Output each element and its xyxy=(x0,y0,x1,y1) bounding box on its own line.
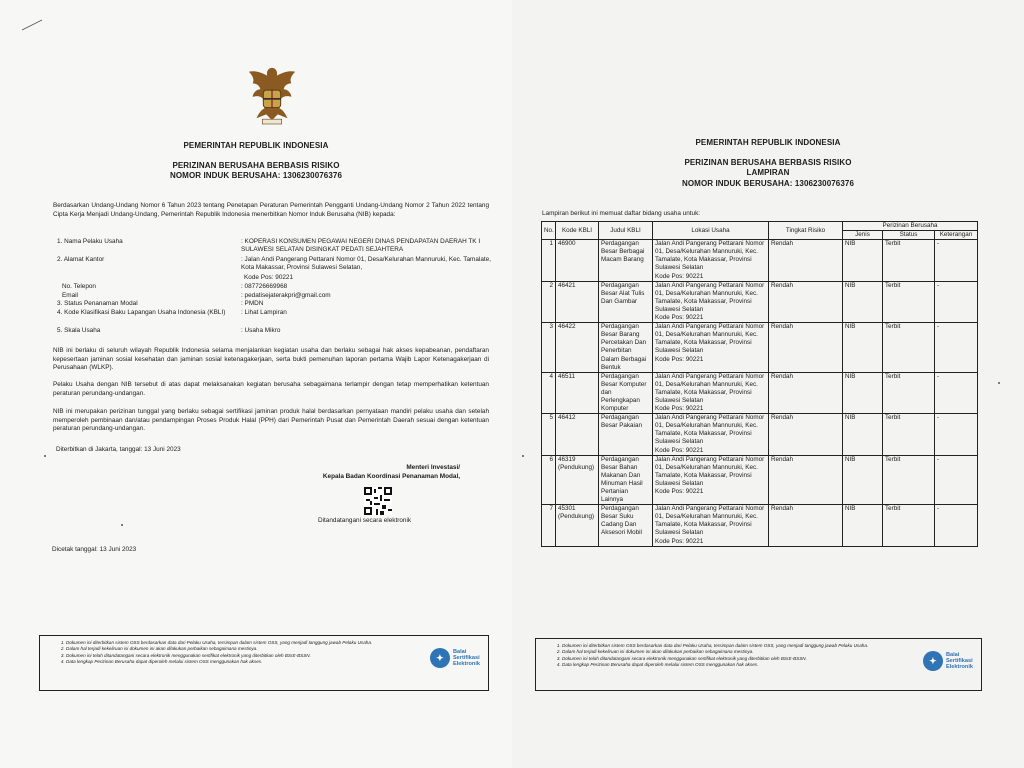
cell-no: 2 xyxy=(542,281,556,322)
scan-speck xyxy=(121,524,123,526)
garuda-emblem-icon xyxy=(243,64,301,126)
cell-kode: 46900 xyxy=(556,240,599,281)
cell-lokasi xyxy=(653,323,769,373)
bsre-icon: ✦ xyxy=(923,651,943,671)
cell-jenis: NIB xyxy=(843,323,883,373)
cell-judul: Perdagangan Besar Berbagai Macam Barang xyxy=(599,240,653,281)
cell-risiko: Rendah xyxy=(769,240,843,281)
cell-judul: Perdagangan Besar Bahan Makanan Dan Minuman Hasil Pertanian Lainnya xyxy=(599,455,653,505)
field-label: 2. Alamat Kantor xyxy=(57,256,105,263)
field-label: 1. Nama Pelaku Usaha xyxy=(57,238,123,245)
field-label: 4. Kode Klasifikasi Baku Lapangan Usaha Indonesia (KBLI) xyxy=(57,309,226,316)
signer-title-2: Kepala Badan Koordinasi Penanaman Modal, xyxy=(322,473,460,480)
bsre-logo xyxy=(923,651,973,671)
table-row xyxy=(542,505,978,546)
halal-paragraph: NIB ini merupakan perizinan tunggal yang berlaku sebagai sertifikasi jaminan produk halal berdasarkan pernyataan mandiri pelaku usaha dan setelah memperoleh pembinaan dan/atau pendampingan Proses Produk Halal (PPH) dari Pemerintah Pusat dan Pemerintah Daerah sesuai dengan ketentuan peraturan perundang-undangan. xyxy=(53,408,489,433)
postal-code: Kode Pos: 90221 xyxy=(655,537,704,545)
cell-judul: Perdagangan Besar Suku Cadang Dan Aksesori Mobil xyxy=(599,505,653,546)
cell-jenis: NIB xyxy=(843,505,883,546)
table-row xyxy=(542,372,978,413)
cell-status: Terbit xyxy=(883,323,935,373)
footer-note: 4. Data lengkap Perizinan Berusaha dapat diperoleh melalui sistem OSS menggunakan hak akses. xyxy=(562,662,892,668)
col-header-lokasi: Lokasi Usaha xyxy=(653,222,769,240)
table-row xyxy=(542,281,978,322)
kbli-table xyxy=(541,221,978,547)
cell-risiko: Rendah xyxy=(769,323,843,373)
cell-judul: Perdagangan Besar Alat Tulis Dan Gambar xyxy=(599,281,653,322)
cell-status: Terbit xyxy=(883,505,935,546)
field-value: : PMDN xyxy=(241,300,264,307)
bsre-icon: ✦ xyxy=(430,648,450,668)
postal-code: Kode Pos: 90221 xyxy=(655,405,704,413)
cell-jenis: NIB xyxy=(843,414,883,455)
footer-note: 4. Data lengkap Perizinan Berusaha dapat diperoleh melalui sistem OSS menggunakan hak akses. xyxy=(66,659,396,665)
cell-lokasi xyxy=(653,505,769,546)
bsre-logo xyxy=(430,648,480,668)
address-text: Jalan Andi Pangerang Pettarani Nomor 01, Desa/Kelurahan Mannuruki, Kec. Tamalate, Kota Makassar, Provinsi Sulawesi Selatan xyxy=(655,414,765,446)
cell-lokasi xyxy=(653,281,769,322)
col-header-perizinan: Perizinan Berusaha xyxy=(843,222,978,231)
footer-note: 2. Dalam hal terjadi kekeliruan isi dokumen ini akan dilakukan perbaikan sebagaimana mestinya. xyxy=(66,646,396,652)
col-header-keterangan: Keterangan xyxy=(935,231,978,240)
address-text: Jalan Andi Pangerang Pettarani Nomor 01, Desa/Kelurahan Mannuruki, Kec. Tamalate, Kota Makassar, Provinsi Sulawesi Selatan xyxy=(655,372,765,404)
cell-jenis: NIB xyxy=(843,372,883,413)
document-title: PERIZINAN BERUSAHA BERBASIS RISIKO xyxy=(684,158,852,167)
postal-code: Kode Pos: 90221 xyxy=(655,355,704,363)
cell-status: Terbit xyxy=(883,281,935,322)
cell-keterangan: - xyxy=(935,455,978,505)
field-value: : Lihat Lampiran xyxy=(241,309,287,316)
cell-keterangan: - xyxy=(935,281,978,322)
cell-lokasi xyxy=(653,240,769,281)
table-row xyxy=(542,414,978,455)
scan-speck xyxy=(998,382,1000,384)
cell-no: 7 xyxy=(542,505,556,546)
footer-note: 2. Dalam hal terjadi kekeliruan isi dokumen ini akan dilakukan perbaikan sebagaimana mestinya. xyxy=(562,649,892,655)
cell-risiko: Rendah xyxy=(769,505,843,546)
intro-paragraph: Berdasarkan Undang-Undang Nomor 6 Tahun 2023 tentang Penetapan Peraturan Pemerintah Pengganti Undang-Undang Nomor 2 Tahun 2022 tentang Cipta Kerja Menjadi Undang-Undang, Pemerintah Republik Indonesia menerbitkan Nomor Induk Berusaha (NIB) kepada: xyxy=(53,202,489,218)
table-row xyxy=(542,240,978,281)
attachment-lead: Lampiran berikut ini memuat daftar bidang usaha untuk: xyxy=(542,210,701,217)
footer-note: 1. Dokumen ini diterbitkan sistem OSS berdasarkan data dari Pelaku Usaha, tersimpan dalam sistem OSS, yang menjadi tanggung jawab Pelaku Usaha. xyxy=(66,640,396,646)
field-value: : 087726669968 xyxy=(241,283,288,290)
cell-status: Terbit xyxy=(883,372,935,413)
footer-note: 3. Dokumen ini telah ditandatangani secara elektronik menggunakan sertifikat elektronik yang diterbitkan oleh BSrE-BSSN. xyxy=(562,656,892,662)
scan-speck xyxy=(522,455,524,457)
cell-risiko: Rendah xyxy=(769,455,843,505)
cell-keterangan: - xyxy=(935,372,978,413)
col-header-jenis: Jenis xyxy=(843,231,883,240)
address-text: Jalan Andi Pangerang Pettarani Nomor 01, Desa/Kelurahan Mannuruki, Kec. Tamalate, Kota Makassar, Provinsi Sulawesi Selatan xyxy=(655,455,765,487)
cell-jenis: NIB xyxy=(843,281,883,322)
cell-kode: 46421 xyxy=(556,281,599,322)
table-row xyxy=(542,323,978,373)
field-label: No. Telepon xyxy=(62,283,96,290)
signer-title-1: Menteri Investasi/ xyxy=(406,464,460,471)
field-value: : Jalan Andi Pangerang Pettarani Nomor 01, Desa/Kelurahan Mannuruki, Kec. Tamalate, Kota Makassar, Provinsi Sulawesi Selatan, xyxy=(241,256,491,272)
scan-speck xyxy=(44,455,46,457)
qr-code-icon xyxy=(364,487,392,515)
col-header-no: No. xyxy=(542,222,556,240)
cell-lokasi xyxy=(653,372,769,413)
cell-no: 1 xyxy=(542,240,556,281)
footer-notes xyxy=(535,638,982,691)
field-label: 5. Skala Usaha xyxy=(57,327,101,334)
cell-kode: 46319 (Pendukung) xyxy=(556,455,599,505)
col-header-kode: Kode KBLI xyxy=(556,222,599,240)
validity-paragraph: NIB ini berlaku di seluruh wilayah Republik Indonesia selama menjalankan kegiatan usaha dan berlaku sebagai hak akses kepabeanan, pendaftaran kepesertaan jaminan sosial kesehatan dan jaminan sosial ketenagakerjaan, serta bukti pemenuhan laporan pertama Wajib Lapor Ketenagakerjaan di Perusahaan (WLKP). xyxy=(53,347,489,372)
footer-note: 3. Dokumen ini telah ditandatangani secara elektronik menggunakan sertifikat elektronik yang diterbitkan oleh BSrE-BSSN. xyxy=(66,653,396,659)
pen-mark-icon xyxy=(20,18,44,32)
cell-kode: 46511 xyxy=(556,372,599,413)
cell-keterangan: - xyxy=(935,323,978,373)
cell-no: 5 xyxy=(542,414,556,455)
table-row xyxy=(542,455,978,505)
cell-no: 3 xyxy=(542,323,556,373)
cell-kode: 46412 xyxy=(556,414,599,455)
attachment-label: LAMPIRAN xyxy=(746,168,790,177)
cell-jenis: NIB xyxy=(843,240,883,281)
cell-status: Terbit xyxy=(883,455,935,505)
cell-no: 4 xyxy=(542,372,556,413)
col-header-judul: Judul KBLI xyxy=(599,222,653,240)
footer-notes xyxy=(39,635,489,691)
address-text: Jalan Andi Pangerang Pettarani Nomor 01, Desa/Kelurahan Mannuruki, Kec. Tamalate, Kota Makassar, Provinsi Sulawesi Selatan xyxy=(655,240,765,272)
cell-keterangan: - xyxy=(935,240,978,281)
cell-jenis: NIB xyxy=(843,455,883,505)
postal-code: Kode Pos: 90221 xyxy=(655,314,704,322)
cell-no: 6 xyxy=(542,455,556,505)
cell-risiko: Rendah xyxy=(769,281,843,322)
cell-judul: Perdagangan Besar Komputer dan Perlengkapan Komputer xyxy=(599,372,653,413)
cell-status: Terbit xyxy=(883,414,935,455)
government-heading: PEMERINTAH REPUBLIK INDONESIA xyxy=(183,141,329,150)
cell-lokasi xyxy=(653,414,769,455)
cell-risiko: Rendah xyxy=(769,414,843,455)
cell-kode: 46422 xyxy=(556,323,599,373)
kbli-table-body xyxy=(542,240,978,546)
cell-status: Terbit xyxy=(883,240,935,281)
field-value: : Usaha Mikro xyxy=(241,327,281,334)
document-title: PERIZINAN BERUSAHA BERBASIS RISIKO xyxy=(172,161,340,170)
footer-note: 1. Dokumen ini diterbitkan sistem OSS berdasarkan data dari Pelaku Usaha, tersimpan dalam sistem OSS, yang menjadi tanggung jawab Pelaku Usaha. xyxy=(562,643,892,649)
nib-number: NOMOR INDUK BERUSAHA: 1306230076376 xyxy=(681,179,854,188)
postal-code: Kode Pos: 90221 xyxy=(655,446,704,454)
bsre-text: Balai Sertifikasi Elektronik xyxy=(945,651,973,671)
address-text: Jalan Andi Pangerang Pettarani Nomor 01, Desa/Kelurahan Mannuruki, Kec. Tamalate, Kota Makassar, Provinsi Sulawesi Selatan xyxy=(655,505,765,537)
postal-code: Kode Pos: 90221 xyxy=(655,488,704,495)
field-value: : pedatisejaterakpri@gmail.com xyxy=(241,292,331,299)
nib-number: NOMOR INDUK BERUSAHA: 1306230076376 xyxy=(169,171,342,180)
activity-paragraph: Pelaku Usaha dengan NIB tersebut di atas dapat melaksanakan kegiatan berusaha sebagaimana terlampir dengan tetap memperhatikan ketentuan peraturan perundang-undangan. xyxy=(53,381,489,397)
cell-lokasi xyxy=(653,455,769,505)
printed-date: Dicetak tanggal: 13 Juni 2023 xyxy=(52,546,137,553)
bsre-text: Balai Sertifikasi Elektronik xyxy=(452,648,480,668)
cell-judul: Perdagangan Besar Pakaian xyxy=(599,414,653,455)
field-value: Kode Pos: 90221 xyxy=(244,274,294,281)
field-label: Email xyxy=(62,292,78,299)
signature-note: Ditandatangani secara elektronik xyxy=(318,517,412,524)
cell-keterangan: - xyxy=(935,414,978,455)
cell-judul: Perdagangan Besar Barang Percetakan Dan Penerbitan Dalam Berbagai Bentuk xyxy=(599,323,653,373)
postal-code: Kode Pos: 90221 xyxy=(655,272,704,280)
government-heading: PEMERINTAH REPUBLIK INDONESIA xyxy=(695,138,841,147)
col-header-status: Status xyxy=(883,231,935,240)
cell-kode: 45301 (Pendukung) xyxy=(556,505,599,546)
field-value: : KOPERASI KONSUMEN PEGAWAI NEGERI DINAS PENDAPATAN DAERAH TK I SULAWESI SELATAN DISINGKAT PEDATI SEJAHTERA xyxy=(241,238,481,254)
issued-date: Diterbitkan di Jakarta, tanggal: 13 Juni 2023 xyxy=(56,446,181,453)
field-label: 3. Status Penanaman Modal xyxy=(57,300,138,307)
address-text: Jalan Andi Pangerang Pettarani Nomor 01, Desa/Kelurahan Mannuruki, Kec. Tamalate, Kota Makassar, Provinsi Sulawesi Selatan xyxy=(655,323,765,355)
col-header-tingkat: Tingkat Risiko xyxy=(769,222,843,240)
cell-keterangan: - xyxy=(935,505,978,546)
cell-risiko: Rendah xyxy=(769,372,843,413)
address-text: Jalan Andi Pangerang Pettarani Nomor 01, Desa/Kelurahan Mannuruki, Kec. Tamalate, Kota Makassar, Provinsi Sulawesi Selatan xyxy=(655,281,765,313)
